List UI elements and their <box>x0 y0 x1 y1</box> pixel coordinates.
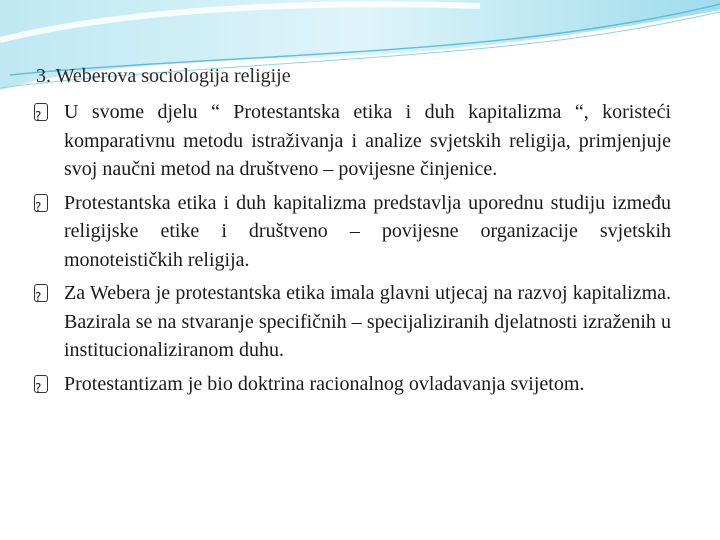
bullet-item <box>34 370 671 399</box>
bullet-text: Za Webera je protestantska etika imala glavni utjecaj na razvoj kapitalizma. Bazirala se na stvaranje specifičnih – specijaliziranih djelatnosti izraženih u institucionaliziranom duhu. <box>64 282 671 361</box>
missing-glyph-icon <box>34 189 58 218</box>
bullet-item <box>34 98 671 184</box>
missing-glyph-icon <box>34 370 58 399</box>
missing-glyph-icon <box>34 279 58 308</box>
bullet-text: Protestantizam je bio doktrina racionalnog ovladavanja svijetom. <box>64 372 585 395</box>
bullet-text: U svome djelu “ Protestantska etika i duh kapitalizma “, koristeći komparativnu metodu istraživanja i analize svjetskih religija, primjenjuje svoj naučni metod na društveno – povijesne činjenice. <box>64 101 671 180</box>
bullet-item <box>34 279 671 365</box>
slide-title: 3. Weberova sociologija religije <box>36 65 291 87</box>
bullet-text: Protestantska etika i duh kapitalizma predstavlja uporednu studiju između religijske etike i društveno – povijesne organizacije svjetskih monoteističkih religija. <box>64 191 671 271</box>
slide-body <box>34 98 671 403</box>
header-wave-banner <box>0 0 720 110</box>
missing-glyph-icon <box>34 98 58 127</box>
bullet-item <box>34 189 671 275</box>
